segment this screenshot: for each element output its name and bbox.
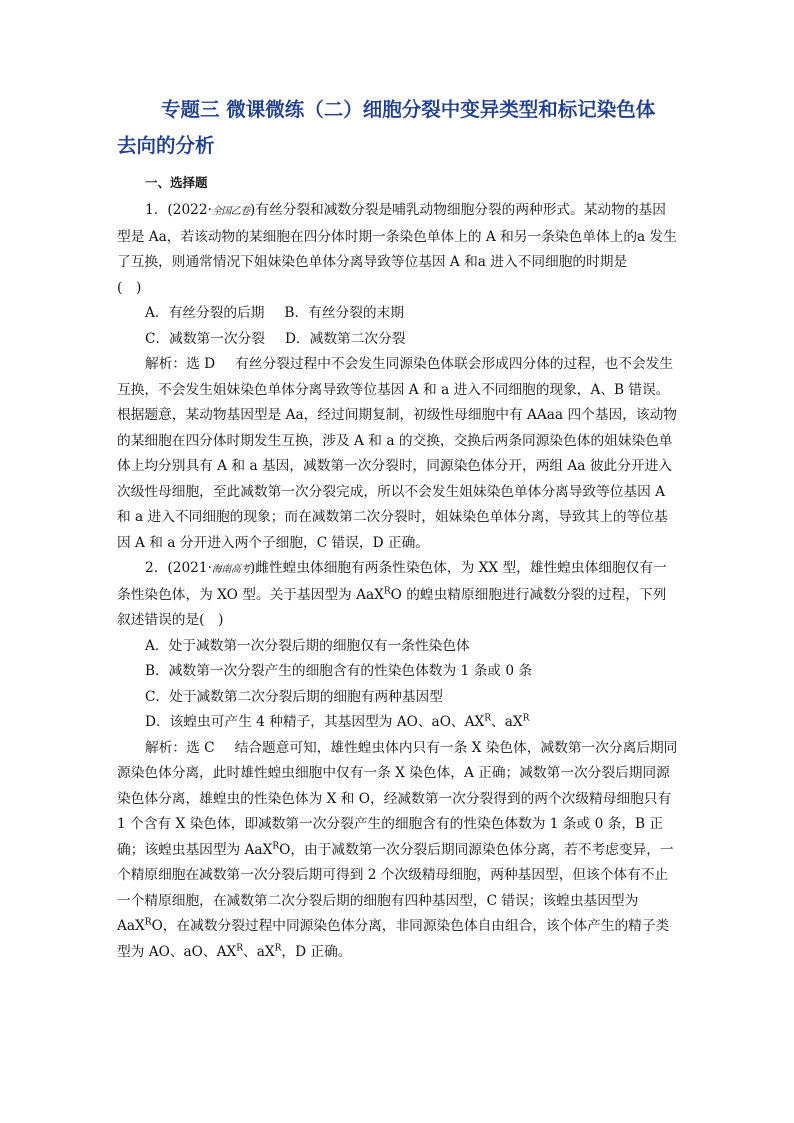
q2-option-c: C．处于减数第二次分裂后期的细胞有两种基因型	[145, 688, 443, 705]
q2-source: 海南高考	[211, 564, 250, 575]
q1-analysis	[117, 352, 679, 556]
q1-option-b: B．有丝分裂的末期	[284, 305, 404, 321]
q2-stem-superscript: R	[383, 585, 391, 596]
q1-option-d: D．减数第二次分裂	[284, 330, 406, 347]
title-line-2: 去向的分析	[117, 134, 215, 157]
q1-stem-text: )有丝分裂和减数分裂是哺乳动物细胞分裂的两种形式。某动物的基因型是 Aa，若该动物的某细胞在四分体时期一条染色单体上的 A 和另一条染色单体上的a 发生了互换，则通常情况下姐妹染色单体分离导致等位基因 A 和a 进入不同细胞的时期是	[117, 202, 677, 270]
section-heading: 一、选择题	[145, 175, 208, 190]
q1-options-row-1	[117, 301, 679, 327]
q1-analysis-label: 解析：选 D	[145, 356, 216, 372]
q2-stem-text-a: )雌性蝗虫体细胞有两条性染色体，为 XX 型，雄性蝗虫体细胞仅有一条性染色体，为 XO 型。关于基因型为 AaX	[117, 560, 667, 603]
q1-source: 全国乙卷	[211, 206, 250, 217]
q1-options-row-2	[117, 327, 679, 353]
question-2-stem	[117, 556, 679, 634]
q1-analysis-text: 有丝分裂过程中不会发生同源染色体联会形成四分体的过程，也不会发生互换，不会发生姐妹染色单体分离导致等位基因 A 和 a 进入不同细胞的现象，A、B 错误。根据题意，某动物基因型是 Aa，经过间期复制，初级性母细胞中有 AAaa 四个基因，该动物的某细胞在四分体时期发生互换，涉及 A 和 a 的交换，交换后两条同源染色体的姐妹染色单体上均分别具有 A 和 a 基因，减数第一次分裂时，同源染色体分开，两组 Aa 彼此分开进入次级性母细胞，至此减数第一次分裂完成，所以不会发生姐妹染色单体分离导致等位基因 A 和 a 进入不同细胞的现象；而在减数第二次分裂时，姐妹染色单体分离，导致其上的等位基因 A 和 a 分开进入两个子细胞，C 错误，D 正确。	[117, 356, 677, 551]
q2-stem-text-b: O 的蝗虫精原细胞进行减数分裂的过程，下列叙述错误的是( )	[117, 586, 667, 628]
question-1-stem	[117, 198, 679, 276]
q1-blank: ( )	[117, 279, 142, 296]
q2-number: 2．(2021·	[145, 560, 212, 576]
q1-option-a: A．有丝分裂的后期	[145, 305, 265, 321]
q2-option-a: A．处于减数第一次分裂后期的细胞仅有一条性染色体	[145, 637, 470, 654]
q2-option-d: D．该蝗虫可产生 4 种精子，其基因型为 AO、aO、$AX^R$、$aX^R$	[145, 713, 530, 730]
q2-analysis-label: 解析：选 C	[145, 739, 215, 756]
q1-option-c: C．减数第一次分裂	[145, 330, 265, 347]
document-body	[117, 198, 679, 965]
page-title	[117, 92, 687, 164]
q1-number: 1．(2022·	[145, 202, 212, 218]
q2-analysis: 解析：选 C 结合题意可知，雄性蝗虫体内只有一条 X 染色体，减数第一次分离后期同源染色体分离，此时雄性蝗虫细胞中仅有一条 X 染色体，A 正确；减数第一次分裂后期同源染色体分离，雄蝗虫的性染色体为 X 和 O，经减数第一次分裂得到的两个次级精母细胞只有 1 个含有 X 染色体，即减数第一次分裂产生的细胞含有的性染色体数为 1 条或 0 条，B 正确；该蝗虫基因型为 AaX$^R$O，由于减数第一次分裂后期同源染色体分离，若不考虑变异，一个精原细胞在减数第一次分裂后期可得到 2 个次级精母细胞，两种基因型，但该个体有不止一个精原细胞，在减数第二次分裂后期的细胞有四种基因型，C 错误；该蝗虫基因型为 AaX$^R$O，在减数分裂过程中同源染色体分离，非同源染色体自由组合，该个体产生的精子类型为 AO、aO、$AX^R$、$aX^R$，D 正确。	[117, 739, 678, 960]
title-line-1: 专题三 微课微练（二）细胞分裂中变异类型和标记染色体	[161, 98, 656, 121]
q2-option-b: B．减数第一次分裂产生的细胞含有的性染色体数为 1 条或 0 条	[145, 663, 533, 679]
